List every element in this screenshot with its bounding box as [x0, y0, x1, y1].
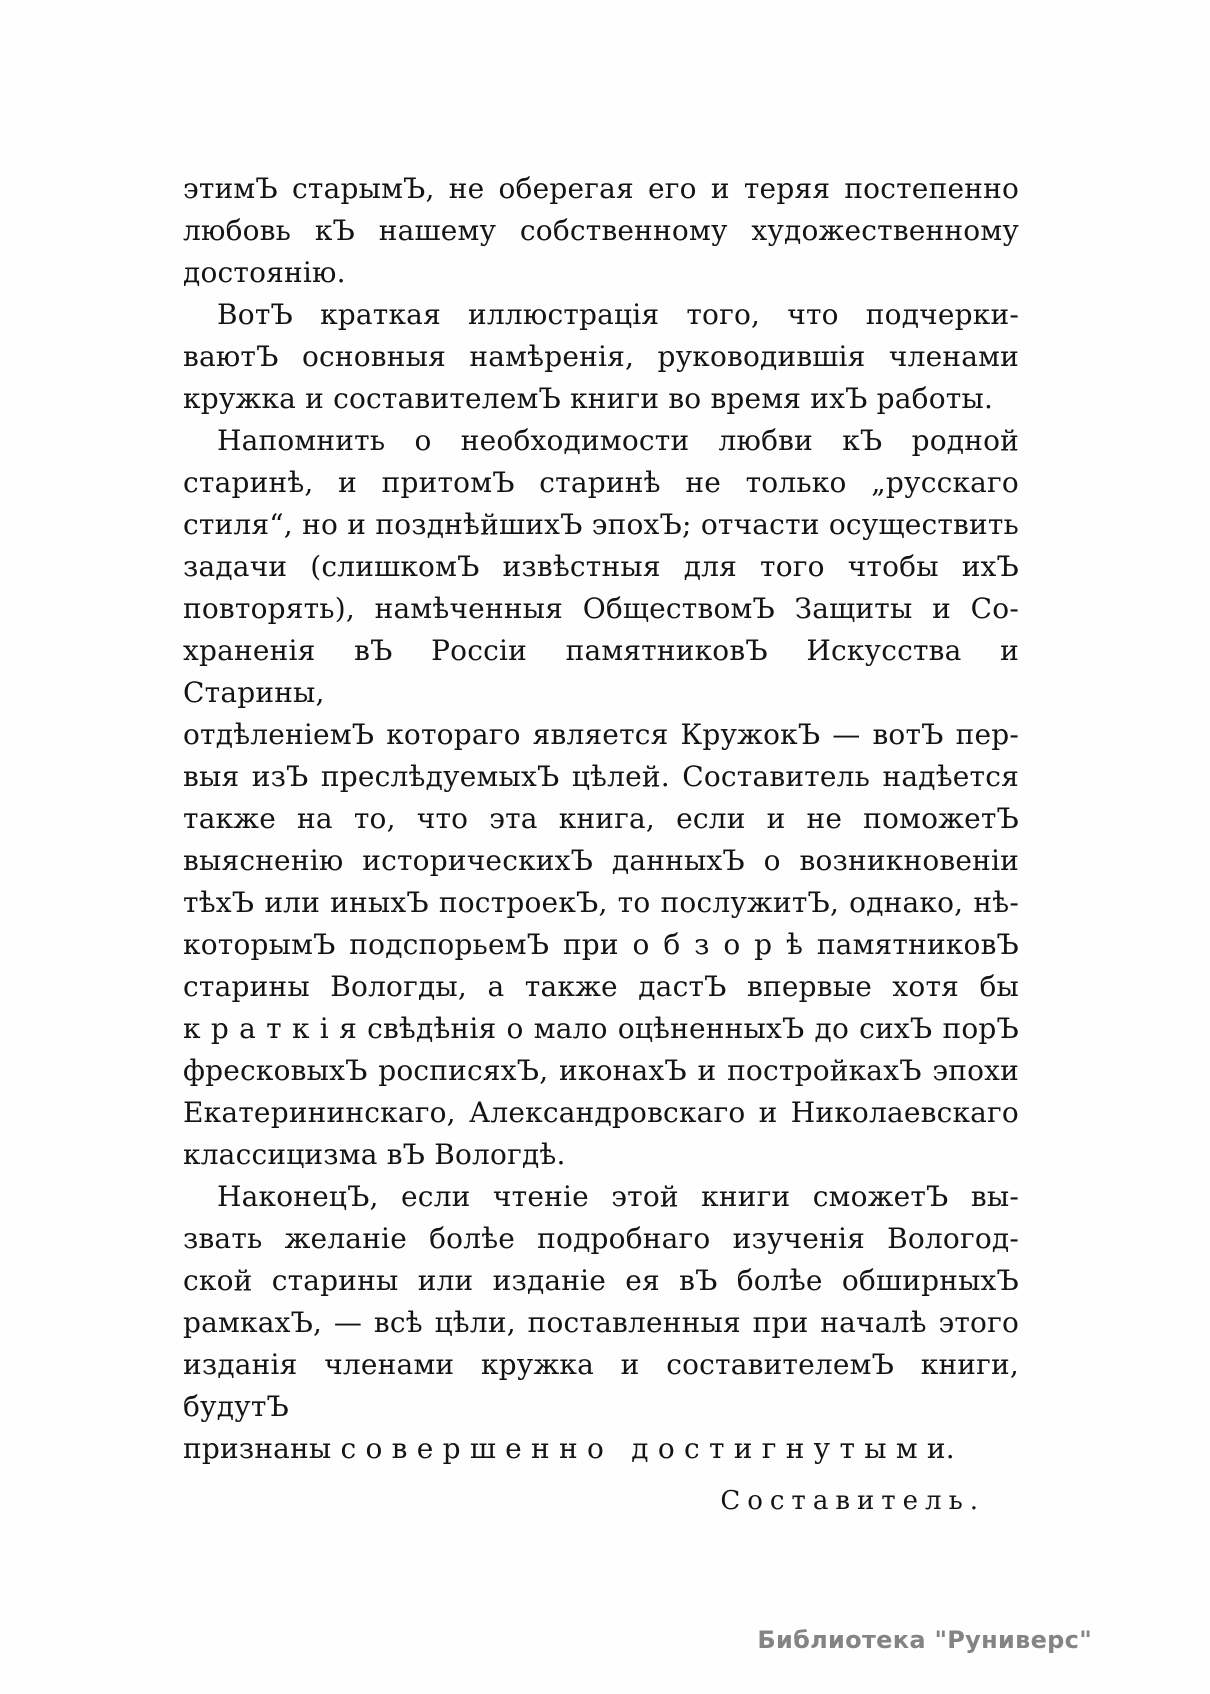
text-line: повторять), намѣченныя ОбществомЪ Защиты и Со-: [183, 592, 1019, 625]
text-line: достоянію.: [183, 256, 346, 289]
page-text-block: [183, 168, 1019, 1522]
text-line: ВотЪ краткая иллюстрація того, что подчерки-: [217, 298, 1019, 331]
text-line: выясненію историческихЪ данныхЪ о возникновеніи: [183, 844, 1019, 877]
text-line: изданія членами кружка и составителемЪ книги, будутЪ: [183, 1348, 1019, 1423]
text-line: этимЪ старымЪ, не оберегая его и теряя постепенно: [183, 172, 1019, 205]
text-line: звать желаніе болѣе подробнаго изученія Вологод-: [183, 1222, 1019, 1255]
text-line: отдѣленіемЪ котораго является КружокЪ — вотЪ пер-: [183, 718, 1019, 751]
signature-line: Составитель.: [720, 1486, 985, 1516]
text-line: стиля“, но и позднѣйшихЪ эпохЪ; отчасти осуществить: [183, 508, 1019, 541]
text-line: тѣхЪ или иныхЪ построекЪ, то послужитЪ, однако, нѣ-: [183, 886, 1019, 919]
text-line: храненія вЪ Россіи памятниковЪ Искусства и Старины,: [183, 634, 1019, 709]
text-line: кружка и составителемЪ книги во время ихЪ работы.: [183, 382, 994, 415]
text-line: задачи (слишкомЪ извѣстныя для того чтобы ихЪ: [183, 550, 1019, 583]
text-line: любовь кЪ нашему собственному художественному: [183, 214, 1019, 247]
text-line: которымЪ подспорьемЪ при о б з о р ѣ памятниковЪ: [183, 928, 1019, 961]
text-line: старинѣ, и притомЪ старинѣ не только „русскаго: [183, 466, 1019, 499]
text-line: выя изЪ преслѣдуемыхЪ цѣлей. Составитель надѣется: [183, 760, 1019, 793]
text-line: к р а т к і я свѣдѣнія о мало оцѣненныхЪ до сихЪ порЪ: [183, 1012, 1019, 1045]
text-line: Напомнить о необходимости любви кЪ родной: [217, 424, 1019, 457]
text-line: признаны с о в е р ш е н н о д о с т и г н у т ы м и.: [183, 1432, 955, 1465]
text-line: рамкахЪ, — всѣ цѣли, поставленныя при началѣ этого: [183, 1306, 1019, 1339]
text-line: фресковыхЪ росписяхЪ, иконахЪ и постройкахЪ эпохи: [183, 1054, 1019, 1087]
text-line: классицизма вЪ Вологдѣ.: [183, 1138, 566, 1171]
text-line: Екатерининскаго, Александровскаго и Николаевскаго: [183, 1096, 1019, 1129]
text-line: НаконецЪ, если чтеніе этой книги сможетЪ вы-: [217, 1180, 1019, 1213]
text-line: ской старины или изданіе ея вЪ болѣе обширныхЪ: [183, 1264, 1019, 1297]
text-line: ваютЪ основныя намѣренія, руководившія членами: [183, 340, 1019, 373]
text-line: старины Вологды, а также дастЪ впервые хотя бы: [183, 970, 1019, 1003]
runivers-watermark: Библиотека "Руниверс": [757, 1626, 1092, 1654]
text-line: также на то, что эта книга, если и не поможетЪ: [183, 802, 1019, 835]
